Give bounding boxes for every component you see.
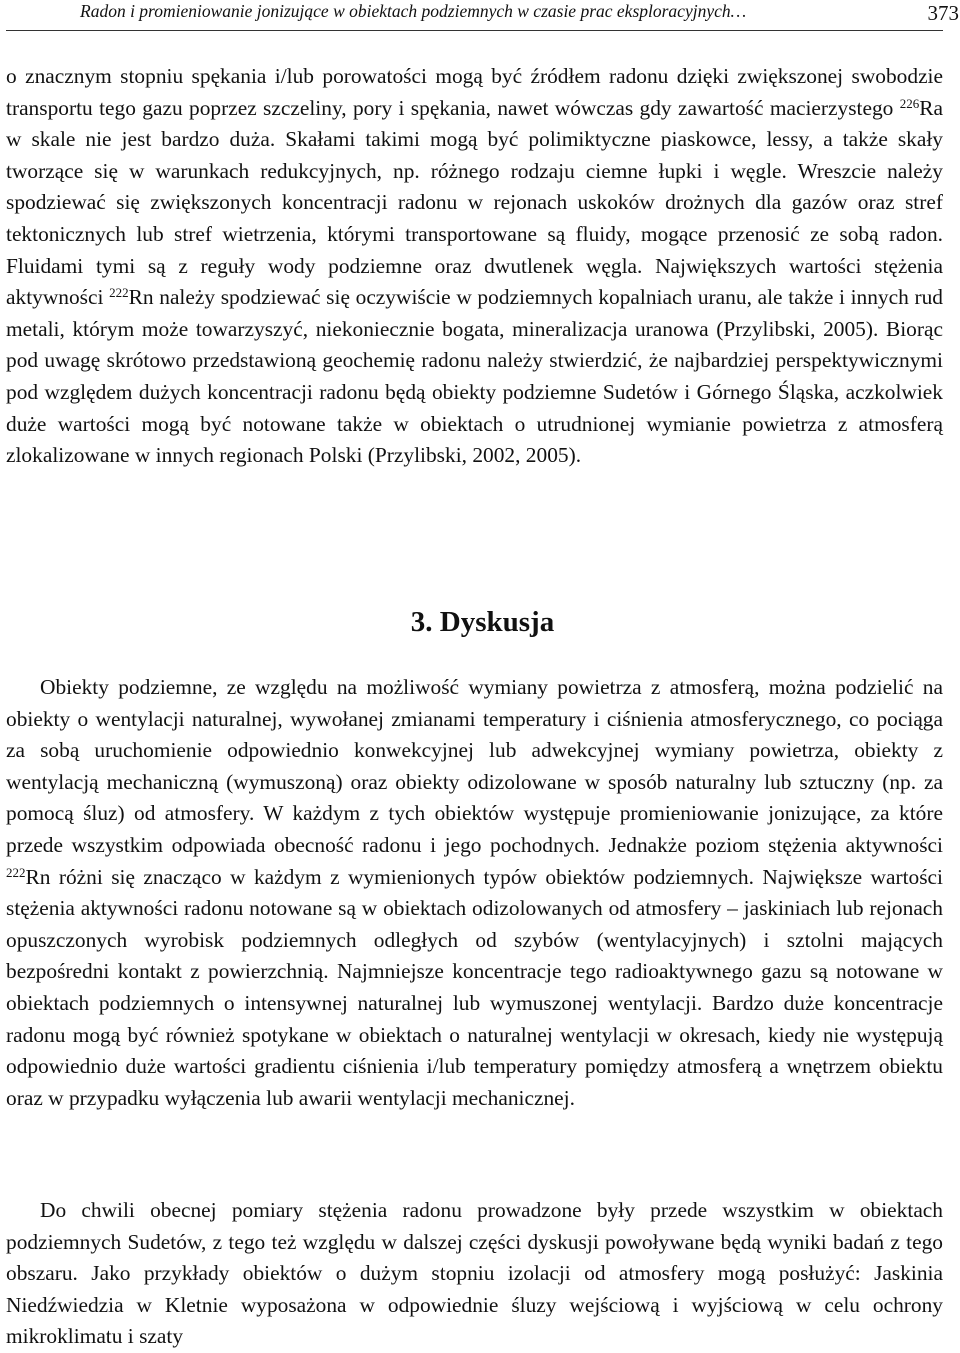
running-title: Radon i promieniowanie jonizujące w obiektach podziemnych w czasie prac eksploracyjnych… bbox=[80, 1, 747, 21]
section-heading: 3. Dyskusja bbox=[410, 606, 555, 638]
paragraph-text: Obiekty podziemne, ze względu na możliwość wymiany powietrza z atmosferą, można podzielić na obiekty o wentylacji naturalnej, wywołanej zmianami temperatury i ciśnienia atmosferycznego, co pociąga za sobą uruchomienie odpowiednio konwekcyjnej lub adwekcyjnej wymiany powietrza, obiekty z wentylacją mechaniczną (wymuszoną) oraz obiekty odizolowane w sposób naturalny lub sztuczny (np. za pomocą śluz) od atmosfery. W każdym z tych obiektów występuje promieniowanie jonizujące, za które przede wszystkim odpowiada obecność radonu i jego pochodnych. Jednakże poziom stężenia aktywności bbox=[6, 675, 943, 857]
paragraph-radon-sources bbox=[6, 61, 943, 472]
page-number: 373 bbox=[927, 1, 959, 25]
running-header bbox=[6, 0, 959, 31]
paragraph-measurements bbox=[6, 1195, 943, 1353]
paragraph-text: Rn należy spodziewać się oczywiście w podziemnych kopalniach uranu, ale także i innych rud metali, którym może towarzyszyć, niekoniecznie bogata, mineralizacja uranowa (Przylibski, 2005). Biorąc pod uwagę skrótowo przedstawioną geochemię radonu należy stwierdzić, że najbardziej perspektywicznymi pod względem dużych koncentracji radonu będą obiekty podziemne Sudetów i Górnego Śląska, aczkolwiek duże wartości mogą być notowane także w obiektach o utrudnionej wymianie powietrza z atmosferą zlokalizowane w innych regionach Polski (Przylibski, 2002, 2005). bbox=[6, 285, 944, 468]
isotope-mass-number: 222 bbox=[109, 285, 129, 301]
paragraph-discussion bbox=[6, 672, 943, 1114]
paragraph-text: o znacznym stopniu spękania i/lub porowatości mogą być źródłem radonu dzięki zwiększonej swobodzie transportu tego gazu poprzez szczeliny, pory i spękania, nawet wówczas gdy zawartość macierzystego bbox=[6, 64, 943, 120]
paragraph-text: Do chwili obecnej pomiary stężenia radonu prowadzone były przede wszystkim w obiektach podziemnych Sudetów, z tego też względu w dalszej części dyskusji powoływane będą wyniki badań z tego obszaru. Jako przykłady obiektów o dużym stopniu izolacji od atmosfery mogą posłużyć: Jaskinia Niedźwiedzia w Kletnie wyposażona w odpowiednie śluzy wejściową i wyjściową w celu ochrony mikroklimatu i szaty bbox=[6, 1198, 943, 1349]
paragraph-text: Rn różni się znacząco w każdym z wymienionych typów obiektów podziemnych. Największe wartości stężenia aktywności radonu notowane są w obiektach odizolowanych od atmosfery – jaskiniach lub rejonach opuszczonych wyrobisk podziemnych odległych od szybów (wentylacyjnych) i sztolni mających bezpośredni kontakt z powierzchnią. Najmniejsze koncentracje tego radioaktywnego gazu są notowane w obiektach podziemnych o intensywnej naturalnej lub wymuszonej wentylacji. Bardzo duże koncentracje radonu mogą być również spotykane w obiektach o naturalnej wentylacji w okresach, kiedy nie występują odpowiednio duże wartości gradientu ciśnienia i/lub temperatury pomiędzy atmosferą a wnętrzem obiektu oraz w przypadku wyłączenia lub awarii wentylacji mechanicznej. bbox=[6, 864, 943, 1110]
isotope-mass-number: 222 bbox=[6, 864, 26, 880]
isotope-mass-number: 226 bbox=[899, 95, 920, 111]
document-page bbox=[6, 0, 959, 1353]
paragraph-text: Ra w skale nie jest bardzo duża. Skałami takimi mogą być polimiktyczne piaskowce, lessy, a także skały tworzące się w warunkach redukcyjnych, np. różnego rodzaju ciemne łupki i węgle. Wreszcie należy spodziewać się zwiększonych koncentracji radonu w rejonach uskoków drożnych dla gazów oraz stref tektonicznych lub stref wietrzenia, którymi transportowane są fluidy, mogące przenosić ze sobą radon. Fluidami tymi są z reguły wody podziemne oraz dwutlenek węgla. Największych wartości stężenia aktywności bbox=[6, 95, 943, 310]
